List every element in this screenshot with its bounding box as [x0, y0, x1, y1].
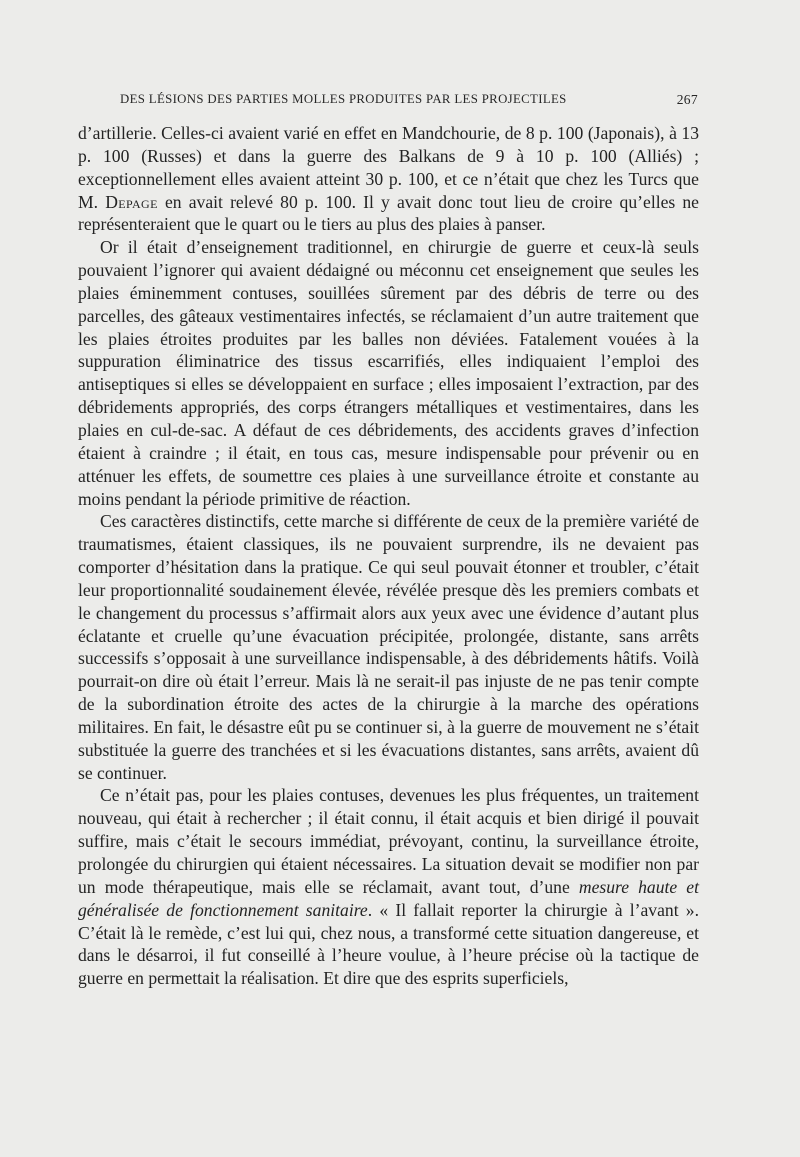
running-title: DES LÉSIONS DES PARTIES MOLLES PRODUITES PAR LES PROJECTILES	[120, 92, 567, 106]
paragraph-3: Ces caractères distinctifs, cette marche si différente de ceux de la première variété de traumatismes, étaient classiques, ils ne pouvaient surprendre, ils ne devaient pas comporter d’hésitation dans la pratique. Ce qui seul pouvait étonner et troubler, c’était leur proportionnalité soudainement élevée, révélée presque dès les premiers combats et le changement du processus s’affirmait alors aux yeux avec une évidence d’autant plus éclatante et cruelle qu’une évacuation précipitée, prolongée, distante, sans arrêts successifs s’opposait à une surveillance indispensable, à des débridements hâtifs. Voilà pourrait-on dire où était l’erreur. Mais là ne serait-il pas injuste de ne pas tenir compte de la subordination étroite des actes de la chirurgie à la marche des opérations militaires. En fait, le désastre eût pu se continuer si, à la guerre de mouvement ne s’était substituée la guerre des tranchées et si les évacuations distantes, sans arrêts, avaient dû se continuer.	[78, 511, 699, 783]
paragraph-1	[78, 122, 699, 236]
paragraph-1-text-b: en avait relevé 80 p. 100. Il y avait donc tout lieu de croire qu’elles ne représenteraient que le quart ou le tiers au plus des plaies à panser.	[78, 191, 699, 235]
page-number: 267	[676, 92, 698, 107]
emphasized-phrase: mesure haute et généralisée de fonctionnement sanitaire	[78, 876, 700, 920]
paragraph-4	[78, 784, 699, 990]
paragraph-4-text-b: . « Il fallait reporter la chirurgie à l’avant ». C’était là le remède, c’est lui qui, chez nous, a transformé cette situation dangereuse, et dans le désarroi, il fut conseillé à l’heure voulue, à l’heure précise où la tactique de guerre en permettait la réalisation. Et dire que des esprits superficiels,	[78, 899, 699, 989]
body-text	[78, 122, 699, 990]
running-head	[78, 92, 698, 110]
paragraph-4-text-a: Ce n’était pas, pour les plaies contuses, devenues les plus fréquentes, un traitement nouveau, qui était à rechercher ; il était connu, il était acquis et bien dirigé il pouvait suffire, mais c’était le secours immédiat, prévoyant, continu, la surveillance étroite, prolongée du chirurgien qui étaient nécessaires. La situation devait se modifier non par un mode thérapeutique, mais elle se réclamait, avant tout, d’une	[78, 785, 699, 897]
paragraph-1-text-a: d’artillerie. Celles-ci avaient varié en effet en Mandchourie, de 8 p. 100 (Japonais), à 13 p. 100 (Russes) et dans la guerre des Balkans de 9 à 10 p. 100 (Alliés) ; exceptionnellement elles avaient atteint 30 p. 100, et ce n’était que chez les Turcs que M.	[78, 123, 699, 212]
author-name-depage: Depage	[105, 191, 158, 212]
paragraph-2: Or il était d’enseignement traditionnel, en chirurgie de guerre et ceux-là seuls pouvaient l’ignorer qui avaient dédaigné ou méconnu cet enseignement que seules les plaies éminemment contuses, souillées sûrement par des débris de terre ou des parcelles, des gâteaux vestimentaires infectés, se réclamaient d’un autre traitement que les plaies étroites produites par les balles non déviées. Fatalement vouées à la suppuration éliminatrice des tissus escarrifiés, elles indiquaient l’emploi des antiseptiques si elles se développaient en surface ; elles imposaient l’extraction, par des débridements appropriés, des corps étrangers métalliques et vestimentaires, dans les plaies en cul-de-sac. A défaut de ces débridements, des accidents graves d’infection étaient à craindre ; il était, en tous cas, mesure indispensable pour prévenir ou en atténuer les effets, de soumettre ces plaies à une surveillance étroite et constante au moins pendant la période primitive de réaction.	[78, 237, 699, 509]
